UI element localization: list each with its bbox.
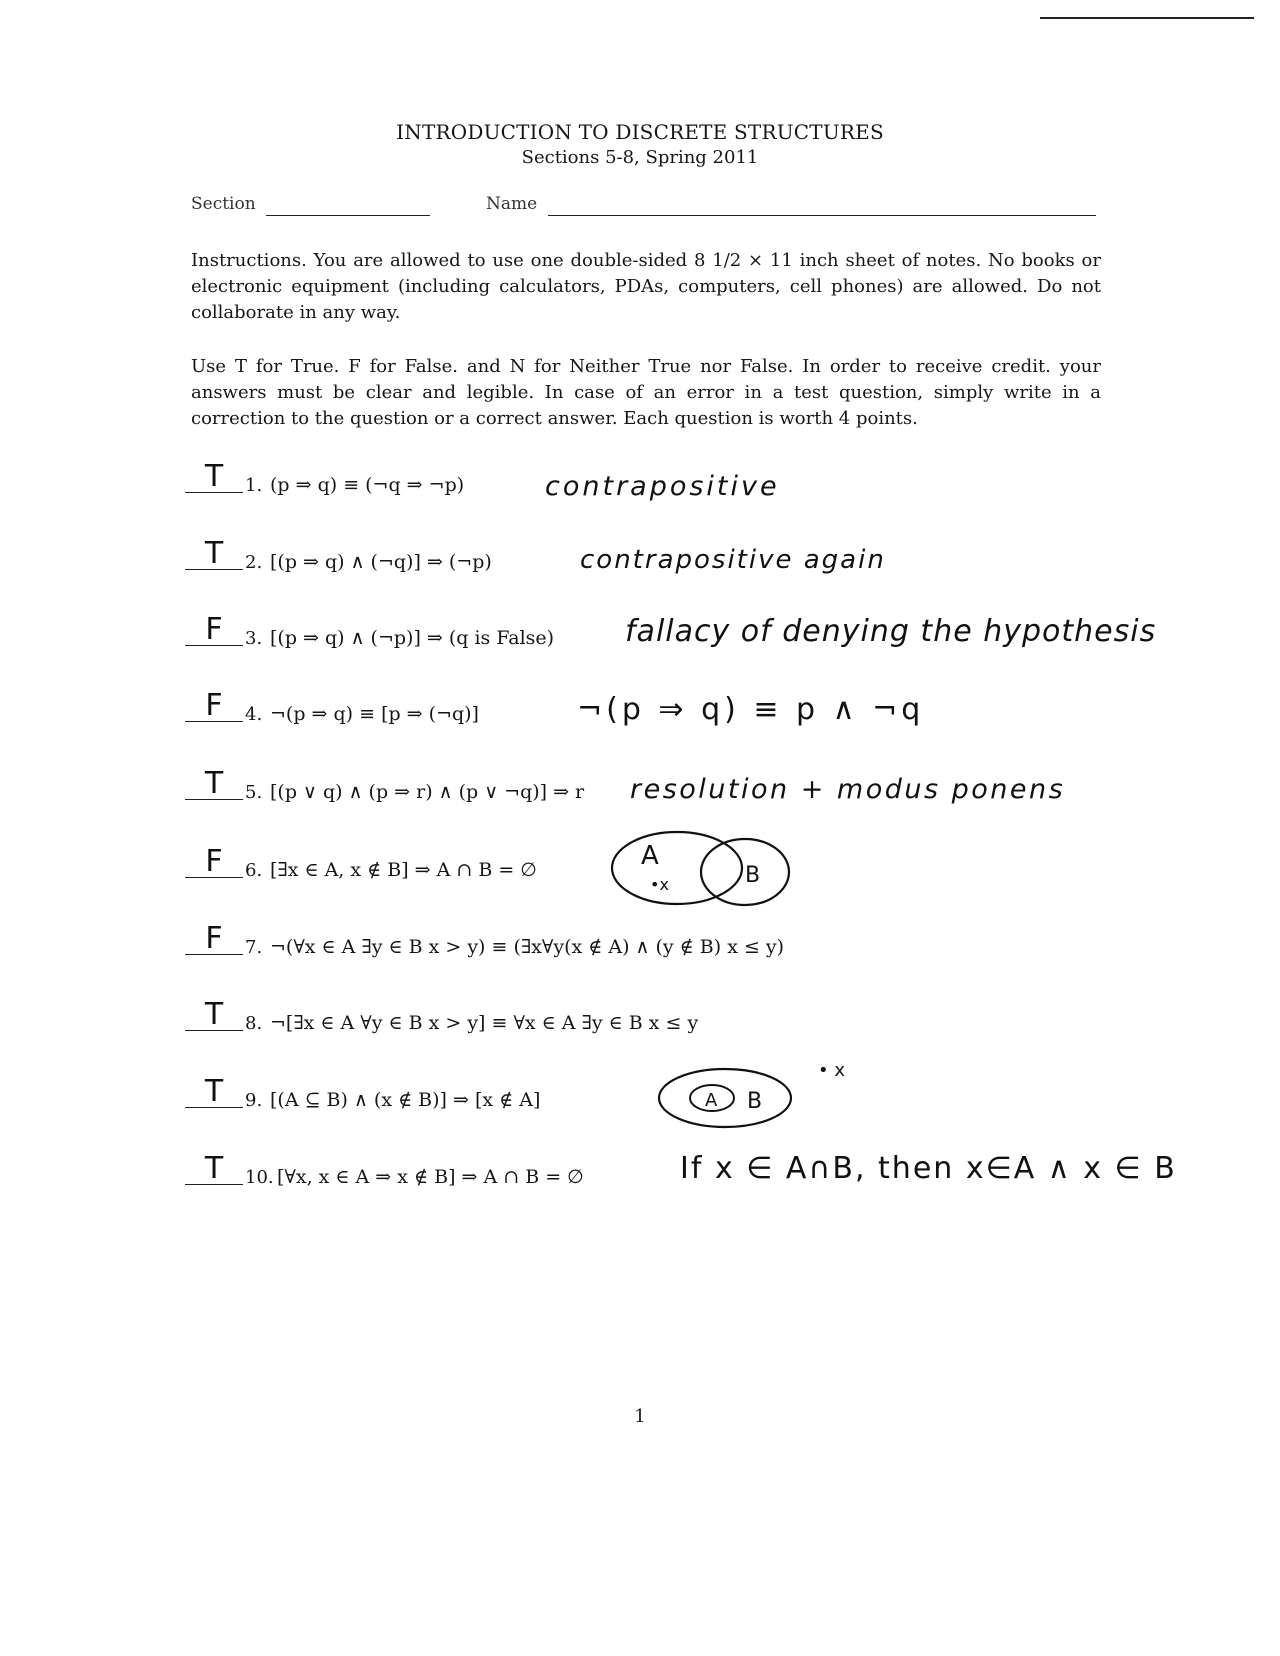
question-number: 5.: [245, 782, 263, 803]
question-number: 1.: [245, 475, 263, 496]
question-row: [185, 997, 1265, 1041]
set-b-label: B: [747, 1089, 763, 1114]
question-row: [185, 459, 1265, 503]
set-b-label: B: [745, 863, 761, 888]
question-statement: [(p ⇒ q) ∧ (¬p)] ⇒ (q is False): [270, 627, 555, 649]
answer-field[interactable]: F: [185, 847, 243, 878]
answer-field[interactable]: T: [185, 1154, 243, 1185]
set-a-label: A: [641, 841, 659, 871]
name-field[interactable]: [548, 214, 1096, 216]
element-x-label: • x: [818, 1060, 845, 1081]
instructions-paragraph: Instructions. You are allowed to use one double-sided 8 1/2 × 11 inch sheet of notes. No books or electronic equipment (including calculators, PDAs, computers, cell phones) are allowed. Do not collaborate in any way.: [191, 250, 1101, 323]
answer-field[interactable]: T: [185, 462, 243, 493]
question-number: 9.: [245, 1090, 263, 1111]
handwritten-note: If x ∈ A∩B, then x∈A ∧ x ∈ B: [680, 1151, 1177, 1186]
answer-field[interactable]: T: [185, 1000, 243, 1031]
question-statement: [(p ∨ q) ∧ (p ⇒ r) ∧ (p ∨ ¬q)] ⇒ r: [270, 781, 585, 803]
page-number: 1: [634, 1406, 646, 1427]
set-b-outer-ellipse: [659, 1069, 791, 1127]
question-number: 3.: [245, 628, 263, 649]
question-statement: ¬[∃x ∈ A ∀y ∈ B x > y] ≡ ∀x ∈ A ∃y ∈ B x ≤ y: [270, 1012, 699, 1034]
name-label: Name: [486, 194, 538, 214]
question-number: 2.: [245, 552, 263, 573]
handwritten-note: resolution + modus ponens: [630, 774, 1066, 805]
answer-field[interactable]: T: [185, 1077, 243, 1108]
answer-rules-paragraph: Use T for True. F for False. and N for Neither True nor False. In order to receive credit. your answers must be clear and legible. In case of an error in a test question, simply write in a correction to the question or a correct answer. Each question is worth 4 points.: [191, 356, 1101, 429]
question-number: 7.: [245, 937, 263, 958]
handwritten-note: contrapositive again: [580, 545, 886, 575]
question-row: [185, 921, 1265, 965]
question-number: 6.: [245, 860, 263, 881]
element-x-label: •x: [650, 875, 669, 894]
question-statement: [(A ⊆ B) ∧ (x ∉ B)] ⇒ [x ∉ A]: [270, 1089, 541, 1111]
handwritten-note: ¬(p ⇒ q) ≡ p ∧ ¬q: [577, 692, 925, 727]
scan-edge-line: [1040, 17, 1254, 19]
section-field[interactable]: [266, 214, 430, 216]
question-row: [185, 766, 1265, 810]
subset-diagram-sketch: [655, 1052, 855, 1132]
question-statement: (p ⇒ q) ≡ (¬q ⇒ ¬p): [270, 474, 465, 496]
question-row: [185, 1151, 1265, 1195]
question-row: [185, 536, 1265, 580]
question-number: 10.: [245, 1167, 274, 1188]
question-statement: [∀x, x ∈ A ⇒ x ∉ B] ⇒ A ∩ B = ∅: [277, 1166, 584, 1188]
answer-field[interactable]: F: [185, 691, 243, 722]
section-label: Section: [191, 194, 256, 214]
question-row: [185, 688, 1265, 732]
answer-field[interactable]: F: [185, 924, 243, 955]
handwritten-note: contrapositive: [545, 471, 780, 502]
answer-field[interactable]: F: [185, 615, 243, 646]
answer-field[interactable]: T: [185, 769, 243, 800]
set-a-label: A: [705, 1090, 718, 1111]
question-statement: [∃x ∈ A, x ∉ B] ⇒ A ∩ B = ∅: [270, 859, 537, 881]
page-title: INTRODUCTION TO DISCRETE STRUCTURES: [396, 120, 884, 144]
question-row: [185, 612, 1265, 656]
question-number: 4.: [245, 704, 263, 725]
question-statement: [(p ⇒ q) ∧ (¬q)] ⇒ (¬p): [270, 551, 492, 573]
handwritten-note: fallacy of denying the hypothesis: [625, 614, 1157, 649]
answer-field[interactable]: T: [185, 539, 243, 570]
question-statement: ¬(p ⇒ q) ≡ [p ⇒ (¬q)]: [270, 703, 479, 725]
venn-diagram-sketch: [605, 826, 805, 912]
question-statement: ¬(∀x ∈ A ∃y ∈ B x > y) ≡ (∃x∀y(x ∉ A) ∧ (y ∉ B) x ≤ y): [270, 936, 785, 958]
question-number: 8.: [245, 1013, 263, 1034]
page-subtitle: Sections 5-8, Spring 2011: [521, 147, 759, 168]
